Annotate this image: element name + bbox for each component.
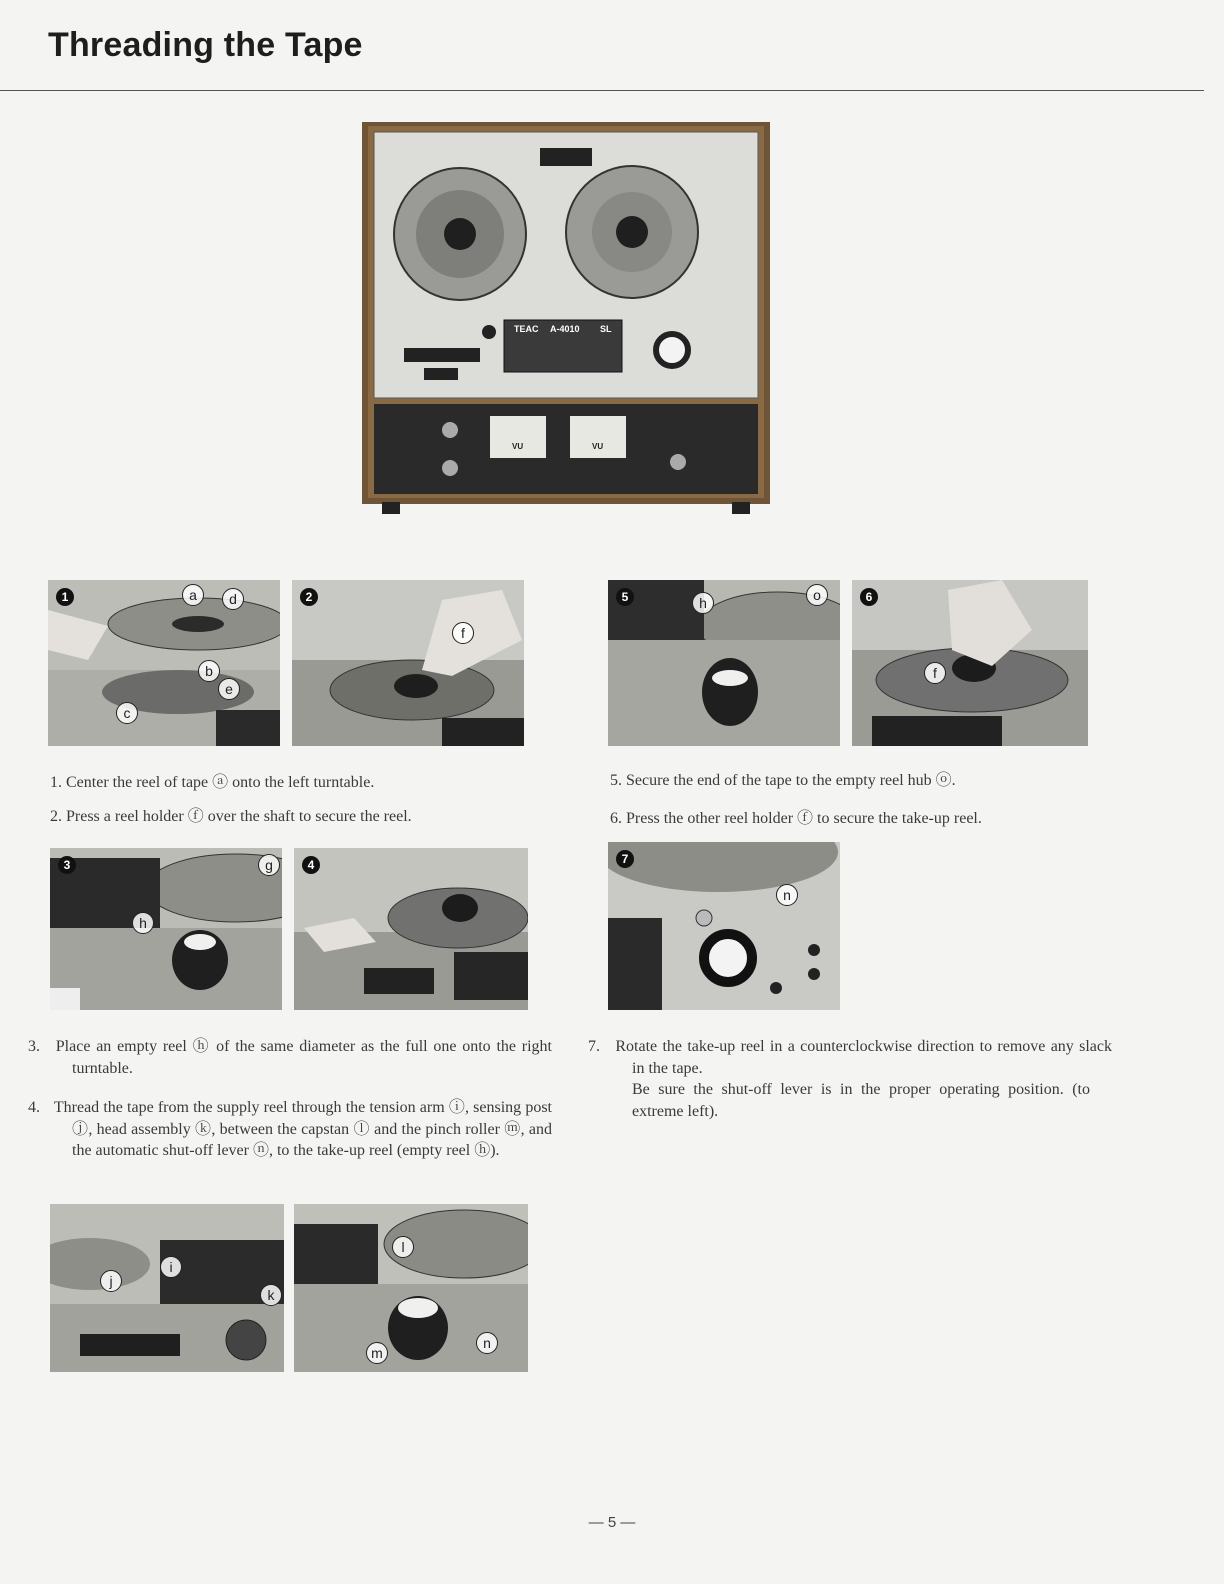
step-badge-3: 3 <box>58 856 76 874</box>
callout-m: m <box>366 1342 388 1364</box>
step-badge-5: 5 <box>616 588 634 606</box>
main-deck-photo <box>362 122 770 514</box>
step-photo-7 <box>608 842 840 1010</box>
step-photo-6 <box>852 580 1088 746</box>
callout-g: g <box>258 854 280 876</box>
step-1: 1. Center the reel of tape ⓐ onto the left turntable. <box>50 774 375 791</box>
callout-f: f <box>452 622 474 644</box>
callout-f: f <box>924 662 946 684</box>
callout-l: l <box>392 1236 414 1258</box>
callout-o: o <box>806 584 828 606</box>
callout-a: a <box>182 584 204 606</box>
callout-c: c <box>116 702 138 724</box>
step-badge-1: 1 <box>56 588 74 606</box>
step-badge-4: 4 <box>302 856 320 874</box>
step-5: 5. Secure the end of the tape to the empty reel hub ⓞ. <box>610 772 956 789</box>
callout-j: j <box>100 1270 122 1292</box>
step-badge-2: 2 <box>300 588 318 606</box>
step-6: 6. Press the other reel holder ⓕ to secure the take-up reel. <box>610 810 982 827</box>
step-7-note: Be sure the shut-off lever is in the proper operating position. (to extreme left). <box>632 1081 1090 1120</box>
step-photo-8 <box>50 1204 284 1372</box>
step-3: 3. Place an empty reel ⓗ of the same diameter as the full one onto the right turntable. <box>28 1038 552 1077</box>
callout-n: n <box>776 884 798 906</box>
callout-h: h <box>132 912 154 934</box>
callout-k: k <box>260 1284 282 1306</box>
callout-i: i <box>160 1256 182 1278</box>
step-photo-4 <box>294 848 528 1010</box>
step-badge-6: 6 <box>860 588 878 606</box>
callout-e: e <box>218 678 240 700</box>
step-photo-3 <box>50 848 282 1010</box>
step-photo-1 <box>48 580 280 746</box>
model-label: A-4010 <box>550 324 580 334</box>
step-photo-2 <box>292 580 524 746</box>
callout-d: d <box>222 588 244 610</box>
callout-n: n <box>476 1332 498 1354</box>
callout-b: b <box>198 660 220 682</box>
step-photo-5 <box>608 580 840 746</box>
step-photo-9 <box>294 1204 528 1372</box>
title-rule <box>0 90 1204 91</box>
page-number: — 5 — <box>588 1514 636 1531</box>
step-badge-7: 7 <box>616 850 634 868</box>
brand-label: TEAC <box>514 324 539 334</box>
step-2: 2. Press a reel holder ⓕ over the shaft to secure the reel. <box>50 808 412 825</box>
vu-meter-right: VU <box>592 442 604 451</box>
model-suffix-label: SL <box>600 324 612 334</box>
page-title: Threading the Tape <box>48 26 363 64</box>
step-7: 7. Rotate the take-up reel in a counterclockwise direction to remove any slack in the tape. <box>588 1038 1113 1077</box>
vu-meter-left: VU <box>512 442 524 451</box>
callout-h: h <box>692 592 714 614</box>
step-4: 4. Thread the tape from the supply reel through the tension arm ⓘ, sensing post ⓙ, head assembly ⓚ, between the capstan ⓛ and the pinch roller ⓜ, and the automatic shut-off lever ⓝ, to the take-up reel (empty reel ⓗ). <box>28 1099 552 1159</box>
